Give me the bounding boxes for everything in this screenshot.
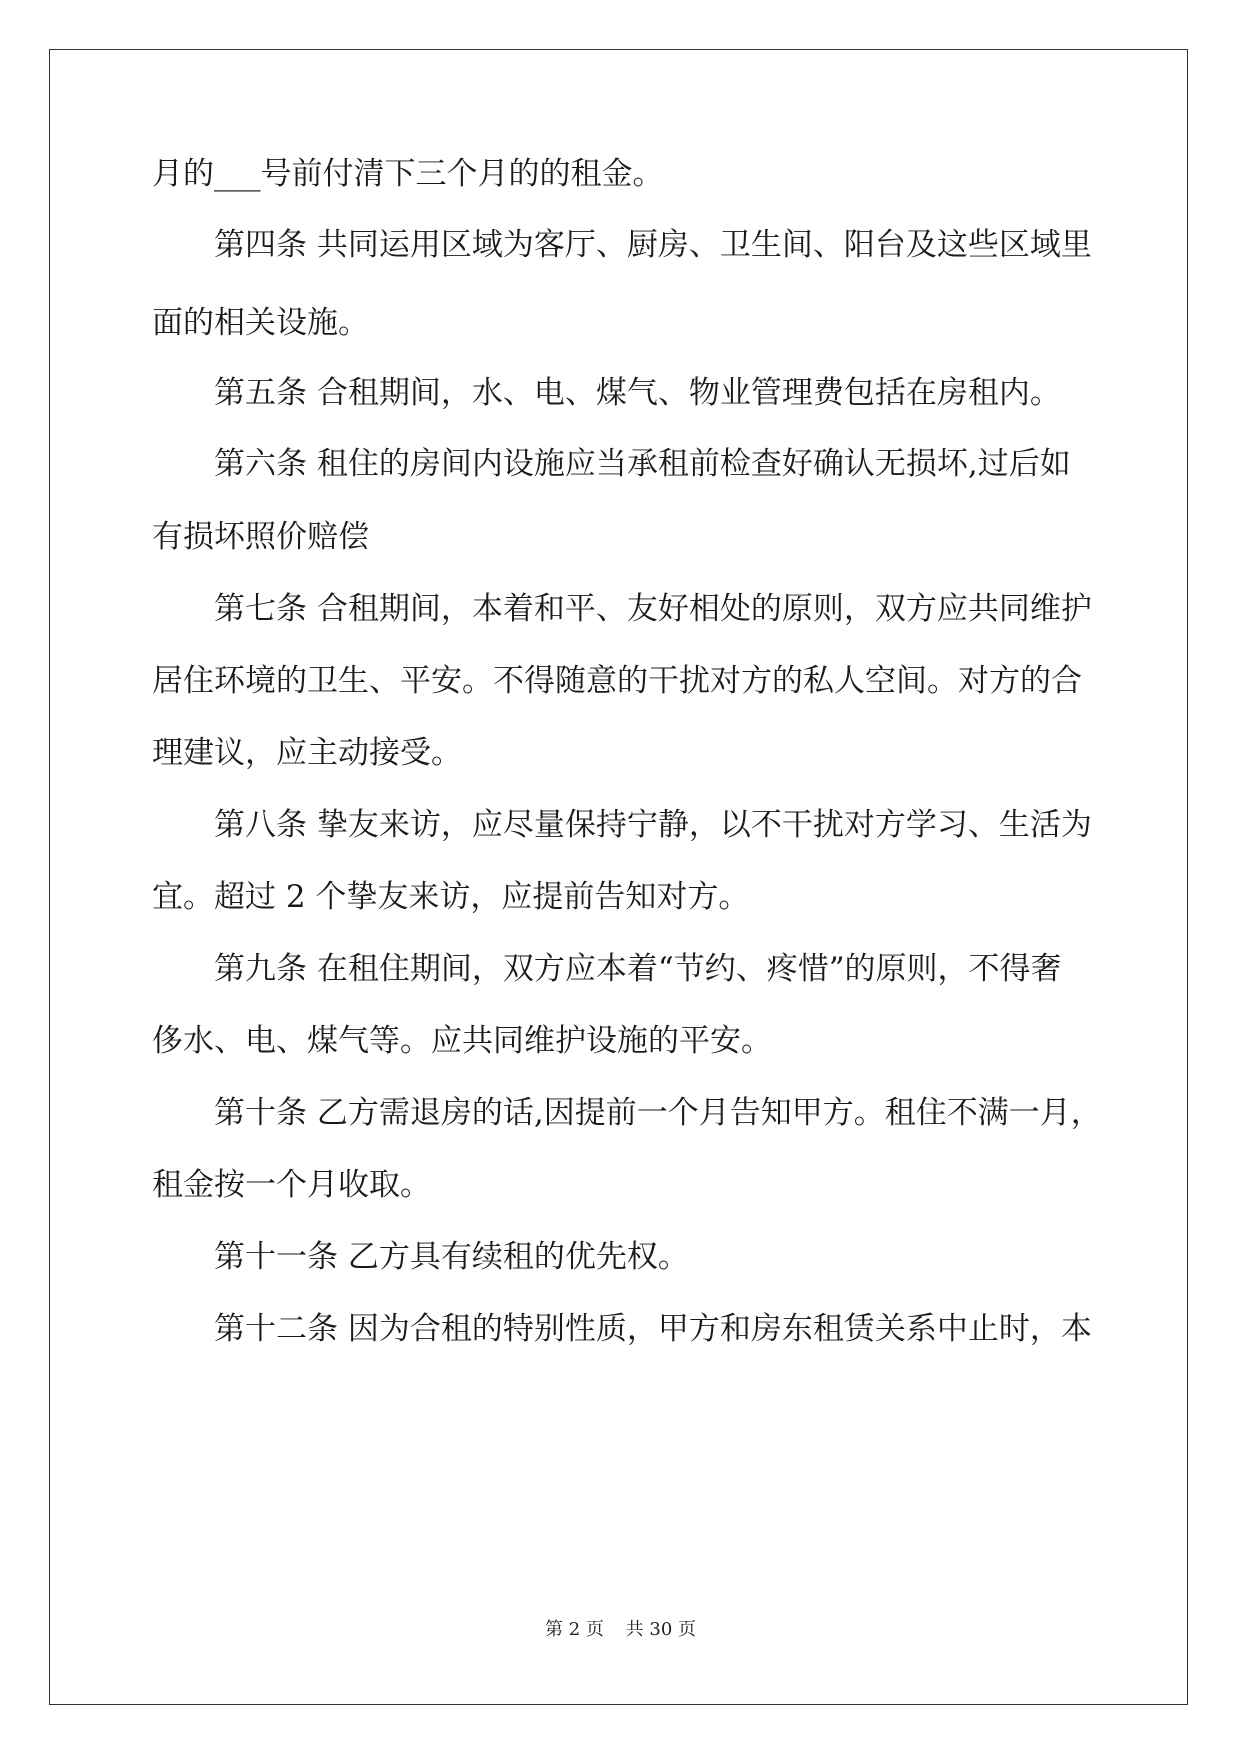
text-line: 月的___号前付清下三个月的的租金。 [152, 156, 664, 192]
text-line: 第十一条 乙方具有续租的优先权。 [214, 1239, 689, 1275]
text-line: 第五条 合租期间，水、电、煤气、物业管理费包括在房租内。 [214, 375, 1061, 411]
text-line: 面的相关设施。 [152, 305, 369, 341]
text-line: 理建议，应主动接受。 [152, 735, 462, 771]
text-line: 居住环境的卫生、平安。不得随意的干扰对方的私人空间。对方的合 [152, 663, 1082, 699]
text-line: 第六条 租住的房间内设施应当承租前检查好确认无损坏,过后如 [214, 446, 1071, 482]
text-line: 侈水、电、煤气等。应共同维护设施的平安。 [152, 1023, 772, 1059]
page-footer [0, 1618, 1241, 1642]
text-line: 租金按一个月收取。 [152, 1167, 431, 1203]
text-line: 第十二条 因为合租的特别性质，甲方和房东租赁关系中止时，本 [214, 1311, 1092, 1347]
text-line: 宜。超过 2 个挚友来访，应提前告知对方。 [152, 879, 750, 915]
text-line: 第八条 挚友来访，应尽量保持宁静，以不干扰对方学习、生活为 [214, 807, 1092, 843]
text-line: 第十条 乙方需退房的话,因提前一个月告知甲方。租住不满一月， [214, 1095, 1102, 1131]
text-line: 第七条 合租期间，本着和平、友好相处的原则，双方应共同维护 [214, 591, 1092, 627]
text-line: 第九条 在租住期间，双方应本着“节约、疼惜”的原则，不得奢 [214, 951, 1062, 987]
text-line: 第四条 共同运用区域为客厅、厨房、卫生间、阳台及这些区域里 [214, 227, 1092, 263]
page-total: 共 30 页 [625, 1619, 696, 1640]
page-number: 第 2 页 [545, 1619, 604, 1640]
text-line: 有损坏照价赔偿 [152, 519, 369, 555]
